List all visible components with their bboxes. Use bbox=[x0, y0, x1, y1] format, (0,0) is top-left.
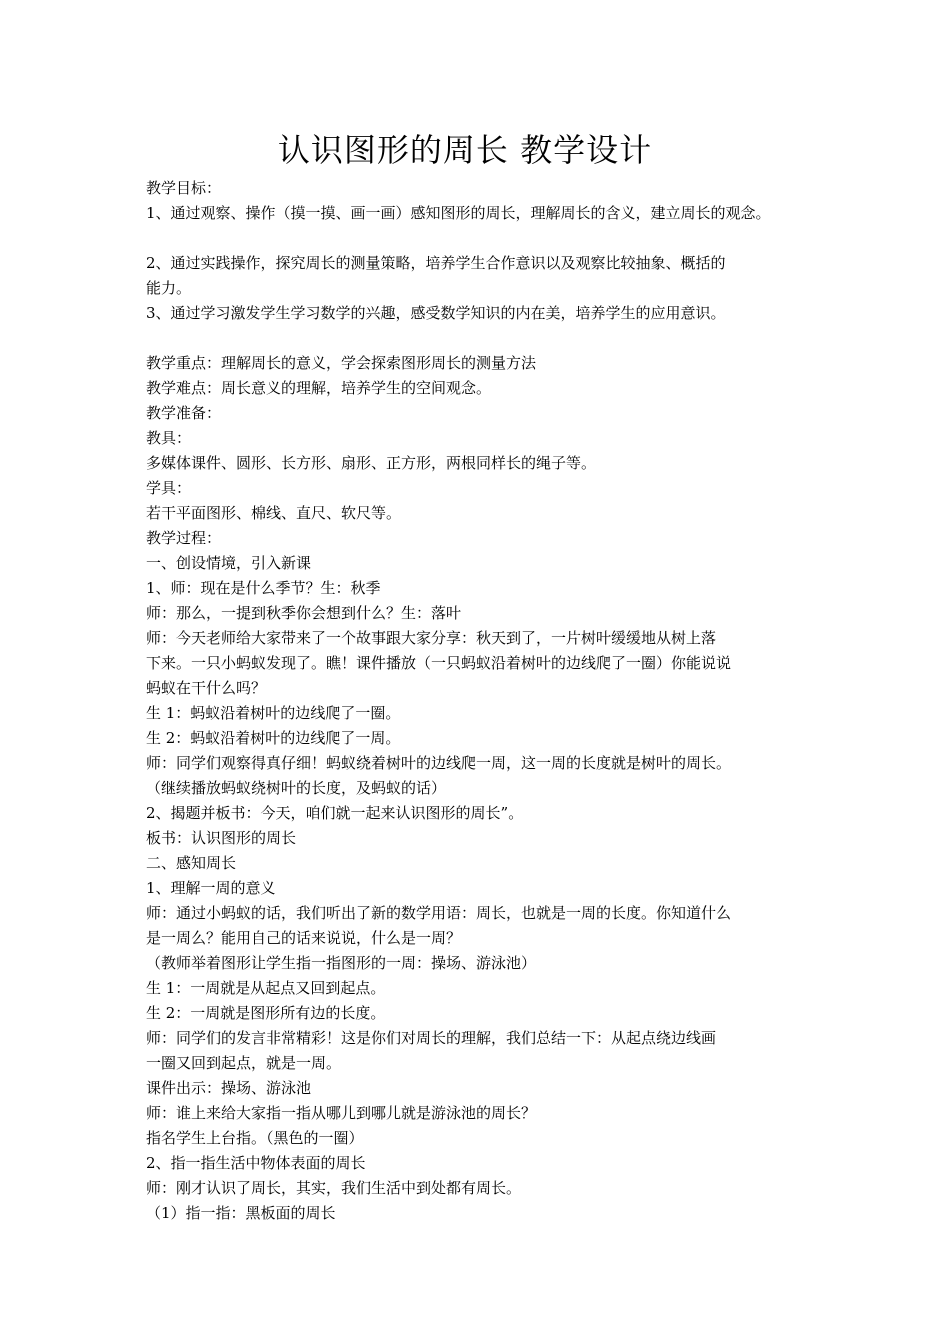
text-line: 师：刚才认识了周长，其实，我们生活中到处都有周长。 bbox=[146, 1179, 522, 1197]
text-line: 学具： bbox=[146, 479, 192, 497]
text-line: 师：同学们观察得真仔细！蚂蚁绕着树叶的边线爬一周，这一周的长度就是树叶的周长。 bbox=[146, 754, 732, 772]
text-line: 教学准备： bbox=[146, 404, 222, 422]
text-line: 教学重点：理解周长的意义，学会探索图形周长的测量方法 bbox=[146, 354, 537, 372]
text-line: 3、通过学习激发学生学习数学的兴趣，感受数学知识的内在美，培养学生的应用意识。 bbox=[146, 304, 726, 322]
text-line: 板书：认识图形的周长 bbox=[146, 829, 297, 847]
text-line: 2、通过实践操作，探究周长的测量策略，培养学生合作意识以及观察比较抽象、概括的 bbox=[146, 254, 726, 272]
text-line: 1、师：现在是什么季节？生：秋季 bbox=[146, 579, 381, 597]
text-line: 蚂蚁在干什么吗？ bbox=[146, 679, 267, 697]
text-line: 能力。 bbox=[146, 279, 192, 297]
text-line: 一、创设情境，引入新课 bbox=[146, 554, 312, 572]
text-line: 师：同学们的发言非常精彩！这是你们对周长的理解，我们总结一下：从起点绕边线画 bbox=[146, 1029, 717, 1047]
text-line: 教学目标： bbox=[146, 179, 222, 197]
text-line: 若干平面图形、棉线、直尺、软尺等。 bbox=[146, 504, 402, 522]
text-line: 1、理解一周的意义 bbox=[146, 879, 276, 897]
text-line: 2、指一指生活中物体表面的周长 bbox=[146, 1154, 366, 1172]
text-line: 生 2：蚂蚁沿着树叶的边线爬了一周。 bbox=[146, 729, 401, 747]
text-line: 师：谁上来给大家指一指从哪儿到哪儿就是游泳池的周长？ bbox=[146, 1104, 537, 1122]
text-line: 2、揭题并板书：今天，咱们就一起来认识图形的周长”。 bbox=[146, 804, 524, 822]
text-line: （教师举着图形让学生指一指图形的一周：操场、游泳池） bbox=[146, 954, 537, 972]
text-line: 生 1：一周就是从起点又回到起点。 bbox=[146, 979, 386, 997]
text-line: 教学过程： bbox=[146, 529, 222, 547]
text-line: 师：通过小蚂蚁的话，我们听出了新的数学用语：周长，也就是一周的长度。你知道什么 bbox=[146, 904, 732, 922]
text-line: 下来。一只小蚂蚁发现了。瞧！课件播放（一只蚂蚁沿着树叶的边线爬了一圈）你能说说 bbox=[146, 654, 732, 672]
text-line: 1、通过观察、操作（摸一摸、画一画）感知图形的周长，理解周长的含义，建立周长的观念。 bbox=[146, 204, 771, 222]
blank-line bbox=[146, 226, 822, 251]
blank-line bbox=[146, 326, 822, 351]
text-line: 多媒体课件、圆形、长方形、扇形、正方形，两根同样长的绳子等。 bbox=[146, 454, 597, 472]
text-line: 二、感知周长 bbox=[146, 854, 237, 872]
text-line: 师：那么，一提到秋季你会想到什么？生：落叶 bbox=[146, 604, 462, 622]
text-line: 生 1：蚂蚁沿着树叶的边线爬了一圈。 bbox=[146, 704, 401, 722]
text-line: 教具： bbox=[146, 429, 192, 447]
text-line: 课件出示：操场、游泳池 bbox=[146, 1079, 312, 1097]
text-line: 教学难点：周长意义的理解，培养学生的空间观念。 bbox=[146, 379, 492, 397]
text-line: 一圈又回到起点，就是一周。 bbox=[146, 1054, 342, 1072]
text-line: 指名学生上台指。（黑色的一圈） bbox=[146, 1129, 364, 1147]
text-line: 师：今天老师给大家带来了一个故事跟大家分享：秋天到了，一片树叶缓缓地从树上落 bbox=[146, 629, 717, 647]
text-line: （1）指一指：黑板面的周长 bbox=[146, 1204, 336, 1222]
text-line: 是一周么？能用自己的话来说说，什么是一周？ bbox=[146, 929, 462, 947]
text-line: （继续播放蚂蚁绕树叶的长度，及蚂蚁的话） bbox=[146, 779, 447, 797]
document-body bbox=[146, 176, 822, 1226]
text-line: 生 2：一周就是图形所有边的长度。 bbox=[146, 1004, 386, 1022]
document-title: 认识图形的周长 教学设计 bbox=[277, 131, 653, 169]
